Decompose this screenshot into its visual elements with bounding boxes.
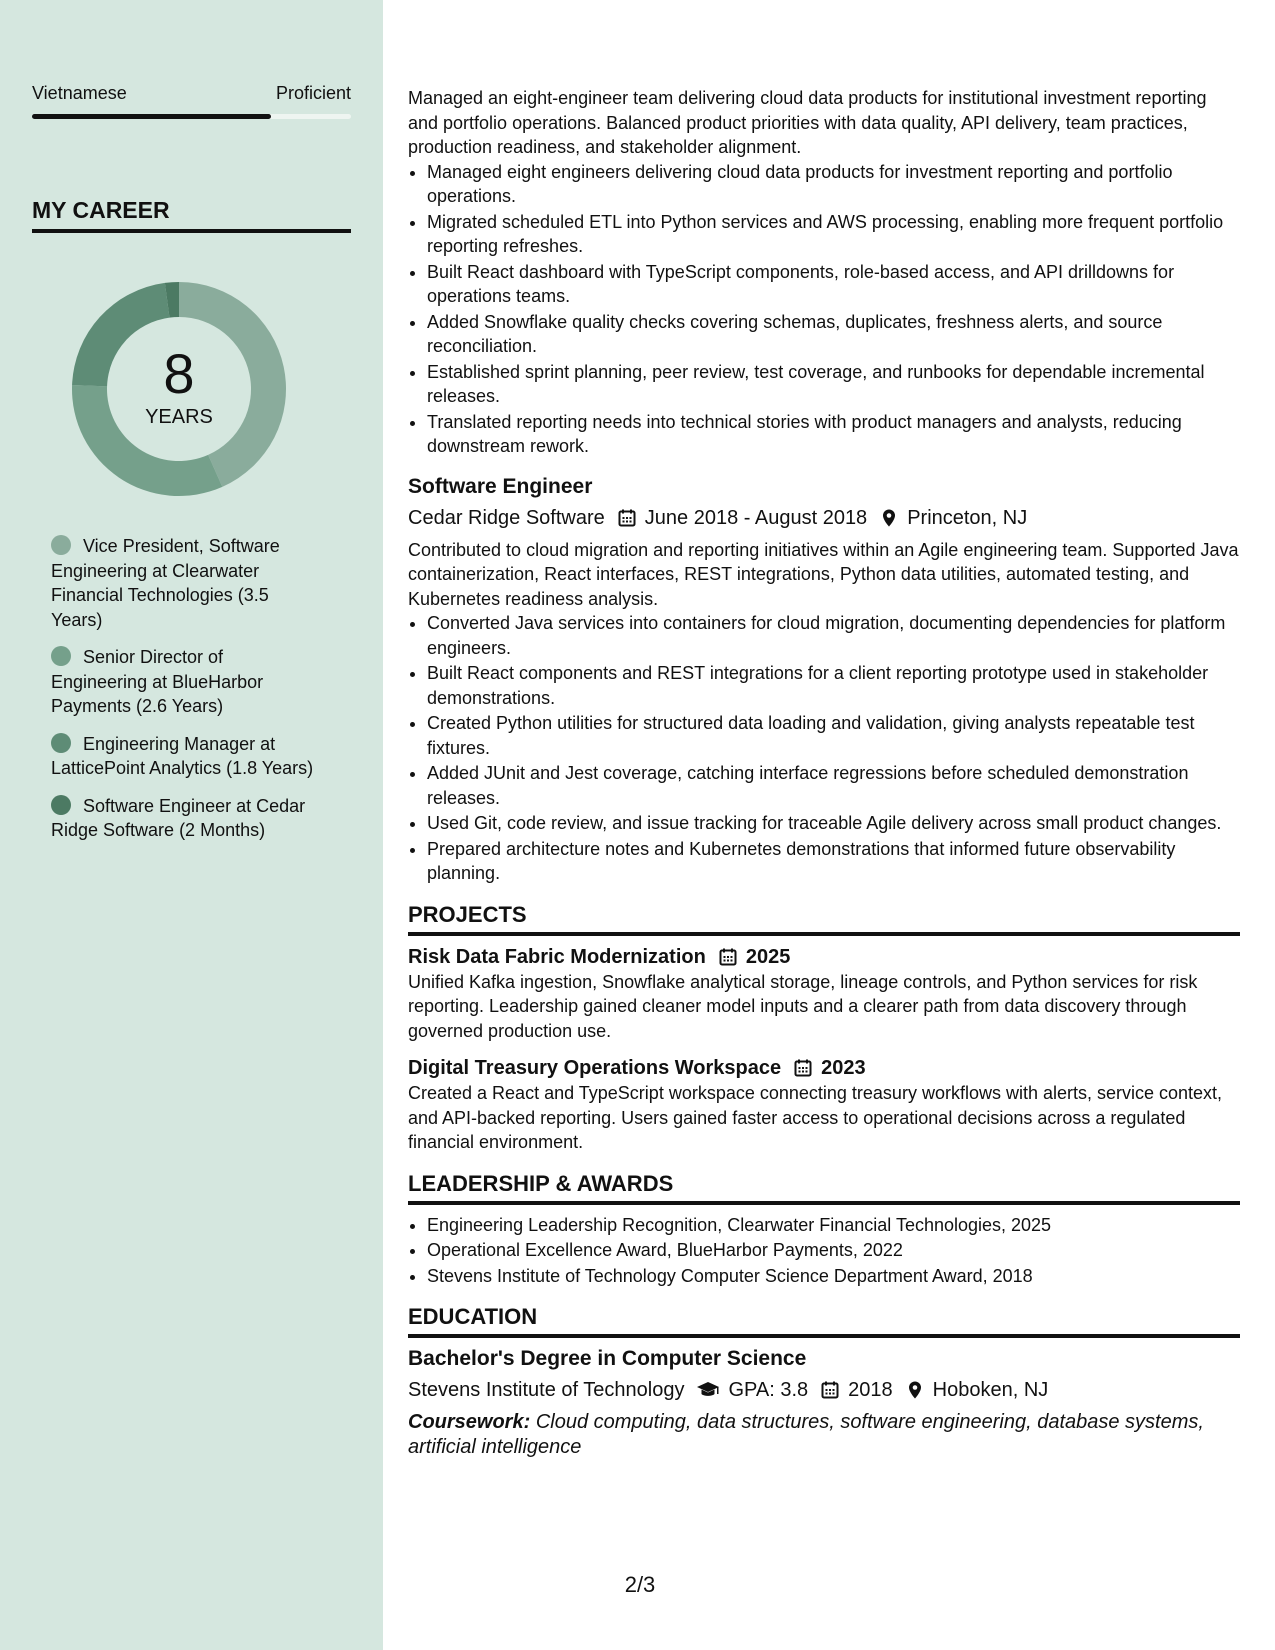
project-title: Risk Data Fabric Modernization — [408, 945, 706, 968]
bullet-item: • Established sprint planning, peer review, test coverage, and runbooks for dependable incremental releases. — [427, 360, 1240, 409]
coursework-text: Cloud computing, data structures, software engineering, database systems, artificial intelligence — [408, 1411, 1204, 1458]
coursework — [408, 1410, 1240, 1460]
project-title: Digital Treasury Operations Workspace — [408, 1057, 782, 1079]
graduation-cap-icon — [696, 1380, 720, 1400]
bullet-item: • Added JUnit and Jest coverage, catching interface regressions before scheduled demonstration releases. — [427, 761, 1240, 810]
project-title-row — [408, 1055, 1240, 1081]
job-meta — [408, 504, 1240, 532]
job-dates: June 2018 - August 2018 — [644, 506, 868, 529]
main-content — [408, 86, 1240, 1460]
bullet-item: • Translated reporting needs into technical stories with product managers and analysts, reducing downstream rework. — [427, 410, 1240, 459]
total-years-number: 8 — [163, 342, 195, 405]
project-year: 2023 — [821, 1057, 866, 1079]
legend-dot — [51, 535, 71, 555]
award-item: • Stevens Institute of Technology Computer Science Department Award, 2018 — [427, 1264, 1240, 1289]
intro-bullets — [408, 160, 1240, 459]
awards-heading: LEADERSHIP & AWARDS — [408, 1171, 1240, 1205]
award-item: • Engineering Leadership Recognition, Clearwater Financial Technologies, 2025 — [427, 1213, 1240, 1238]
graduation-year: 2018 — [848, 1379, 893, 1401]
bullet-item: • Converted Java services into containers for cloud migration, documenting dependencies for platform engineers. — [427, 611, 1240, 660]
legend-dot — [51, 795, 71, 815]
career-item-text: Software Engineer at Cedar Ridge Software (2 Months) — [51, 795, 306, 840]
bullet-item: • Migrated scheduled ETL into Python services and AWS processing, enabling more frequent portfolio reporting refreshes. — [427, 210, 1240, 259]
bullet-item: • Built React dashboard with TypeScript components, role-based access, and API drilldowns for operations teams. — [427, 260, 1240, 309]
language-level: Proficient — [275, 83, 351, 103]
bullet-item: • Added Snowflake quality checks covering schemas, duplicates, freshness alerts, and source reconciliation. — [427, 310, 1240, 359]
project-title-row — [408, 944, 1240, 970]
awards-list — [408, 1213, 1240, 1289]
award-item: • Operational Excellence Award, BlueHarbor Payments, 2022 — [427, 1238, 1240, 1263]
career-item — [51, 794, 321, 843]
career-item — [51, 645, 321, 719]
language-level-bar — [32, 114, 351, 119]
school-name: Stevens Institute of Technology — [408, 1379, 685, 1401]
career-legend — [51, 534, 321, 856]
sidebar — [0, 0, 383, 1650]
intro-summary: Managed an eight-engineer team delivering cloud data products for institutional investment reporting and portfolio operations. Balanced product priorities with data quality, API delivery, team practices, production readiness, and stakeholder alignment. — [408, 88, 1207, 157]
calendar-icon — [718, 947, 738, 967]
education-meta — [408, 1376, 1240, 1404]
job-title: Software Engineer — [408, 474, 593, 498]
bullet-item: • Created Python utilities for structured data loading and validation, giving analysts repeatable test fixtures. — [427, 711, 1240, 760]
project-description: Unified Kafka ingestion, Snowflake analytical storage, lineage controls, and Python services for risk reporting. Leadership gained cleaner model inputs and a clearer path from data discovery through governed production use. — [408, 971, 1198, 1041]
legend-dot — [51, 733, 71, 753]
legend-dot — [51, 646, 71, 666]
gpa: GPA: 3.8 — [728, 1379, 809, 1401]
education-heading: EDUCATION — [408, 1304, 1240, 1338]
job-location: Princeton, NJ — [907, 506, 1028, 529]
job-bullets — [408, 611, 1240, 886]
calendar-icon — [820, 1380, 840, 1400]
total-years-label: YEARS — [145, 406, 213, 428]
project-description: Created a React and TypeScript workspace connecting treasury workflows with alerts, service context, and API-backed reporting. Users gained faster access to operational decisions across a regulated financial environment. — [408, 1083, 1223, 1152]
bullet-item: • Managed eight engineers delivering cloud data products for investment reporting and portfolio operations. — [427, 160, 1240, 209]
bullet-item: • Prepared architecture notes and Kubernetes demonstrations that informed future observability planning. — [427, 837, 1240, 886]
language-level-fill — [32, 114, 271, 119]
career-item-text: Engineering Manager at LatticePoint Analytics (1.8 Years) — [51, 733, 314, 778]
language-name: Vietnamese — [32, 83, 127, 103]
projects-heading: PROJECTS — [408, 902, 1240, 936]
calendar-icon — [617, 508, 637, 528]
calendar-icon — [793, 1058, 813, 1078]
education-location: Hoboken, NJ — [932, 1379, 1049, 1401]
career-donut-chart — [64, 274, 294, 504]
coursework-label: Coursework: — [408, 1411, 531, 1433]
degree-title: Bachelor's Degree in Computer Science — [408, 1347, 807, 1370]
career-heading: MY CAREER — [32, 196, 351, 233]
page-number: 2/3 — [624, 1572, 656, 1597]
career-item-text: Vice President, Software Engineering at Clearwater Financial Technologies (3.5 Years) — [51, 536, 280, 630]
bullet-item: • Used Git, code review, and issue tracking for traceable Agile delivery across small product changes. — [427, 811, 1240, 836]
career-item — [51, 534, 321, 632]
career-item — [51, 732, 321, 781]
career-item-text: Senior Director of Engineering at BlueHarbor Payments (2.6 Years) — [51, 647, 264, 716]
project-year: 2025 — [745, 945, 791, 968]
map-pin-icon — [905, 1380, 925, 1400]
language-row — [32, 82, 351, 104]
bullet-item: • Built React components and REST integrations for a client reporting prototype used in stakeholder demonstrations. — [427, 661, 1240, 710]
map-pin-icon — [879, 508, 899, 528]
job-summary: Contributed to cloud migration and reporting initiatives within an Agile engineering team. Supported Java containerization, React interfaces, REST integrations, Python data utilities, automated testing, and Kubernetes readiness analysis. — [408, 539, 1239, 609]
job-company: Cedar Ridge Software — [408, 506, 605, 529]
